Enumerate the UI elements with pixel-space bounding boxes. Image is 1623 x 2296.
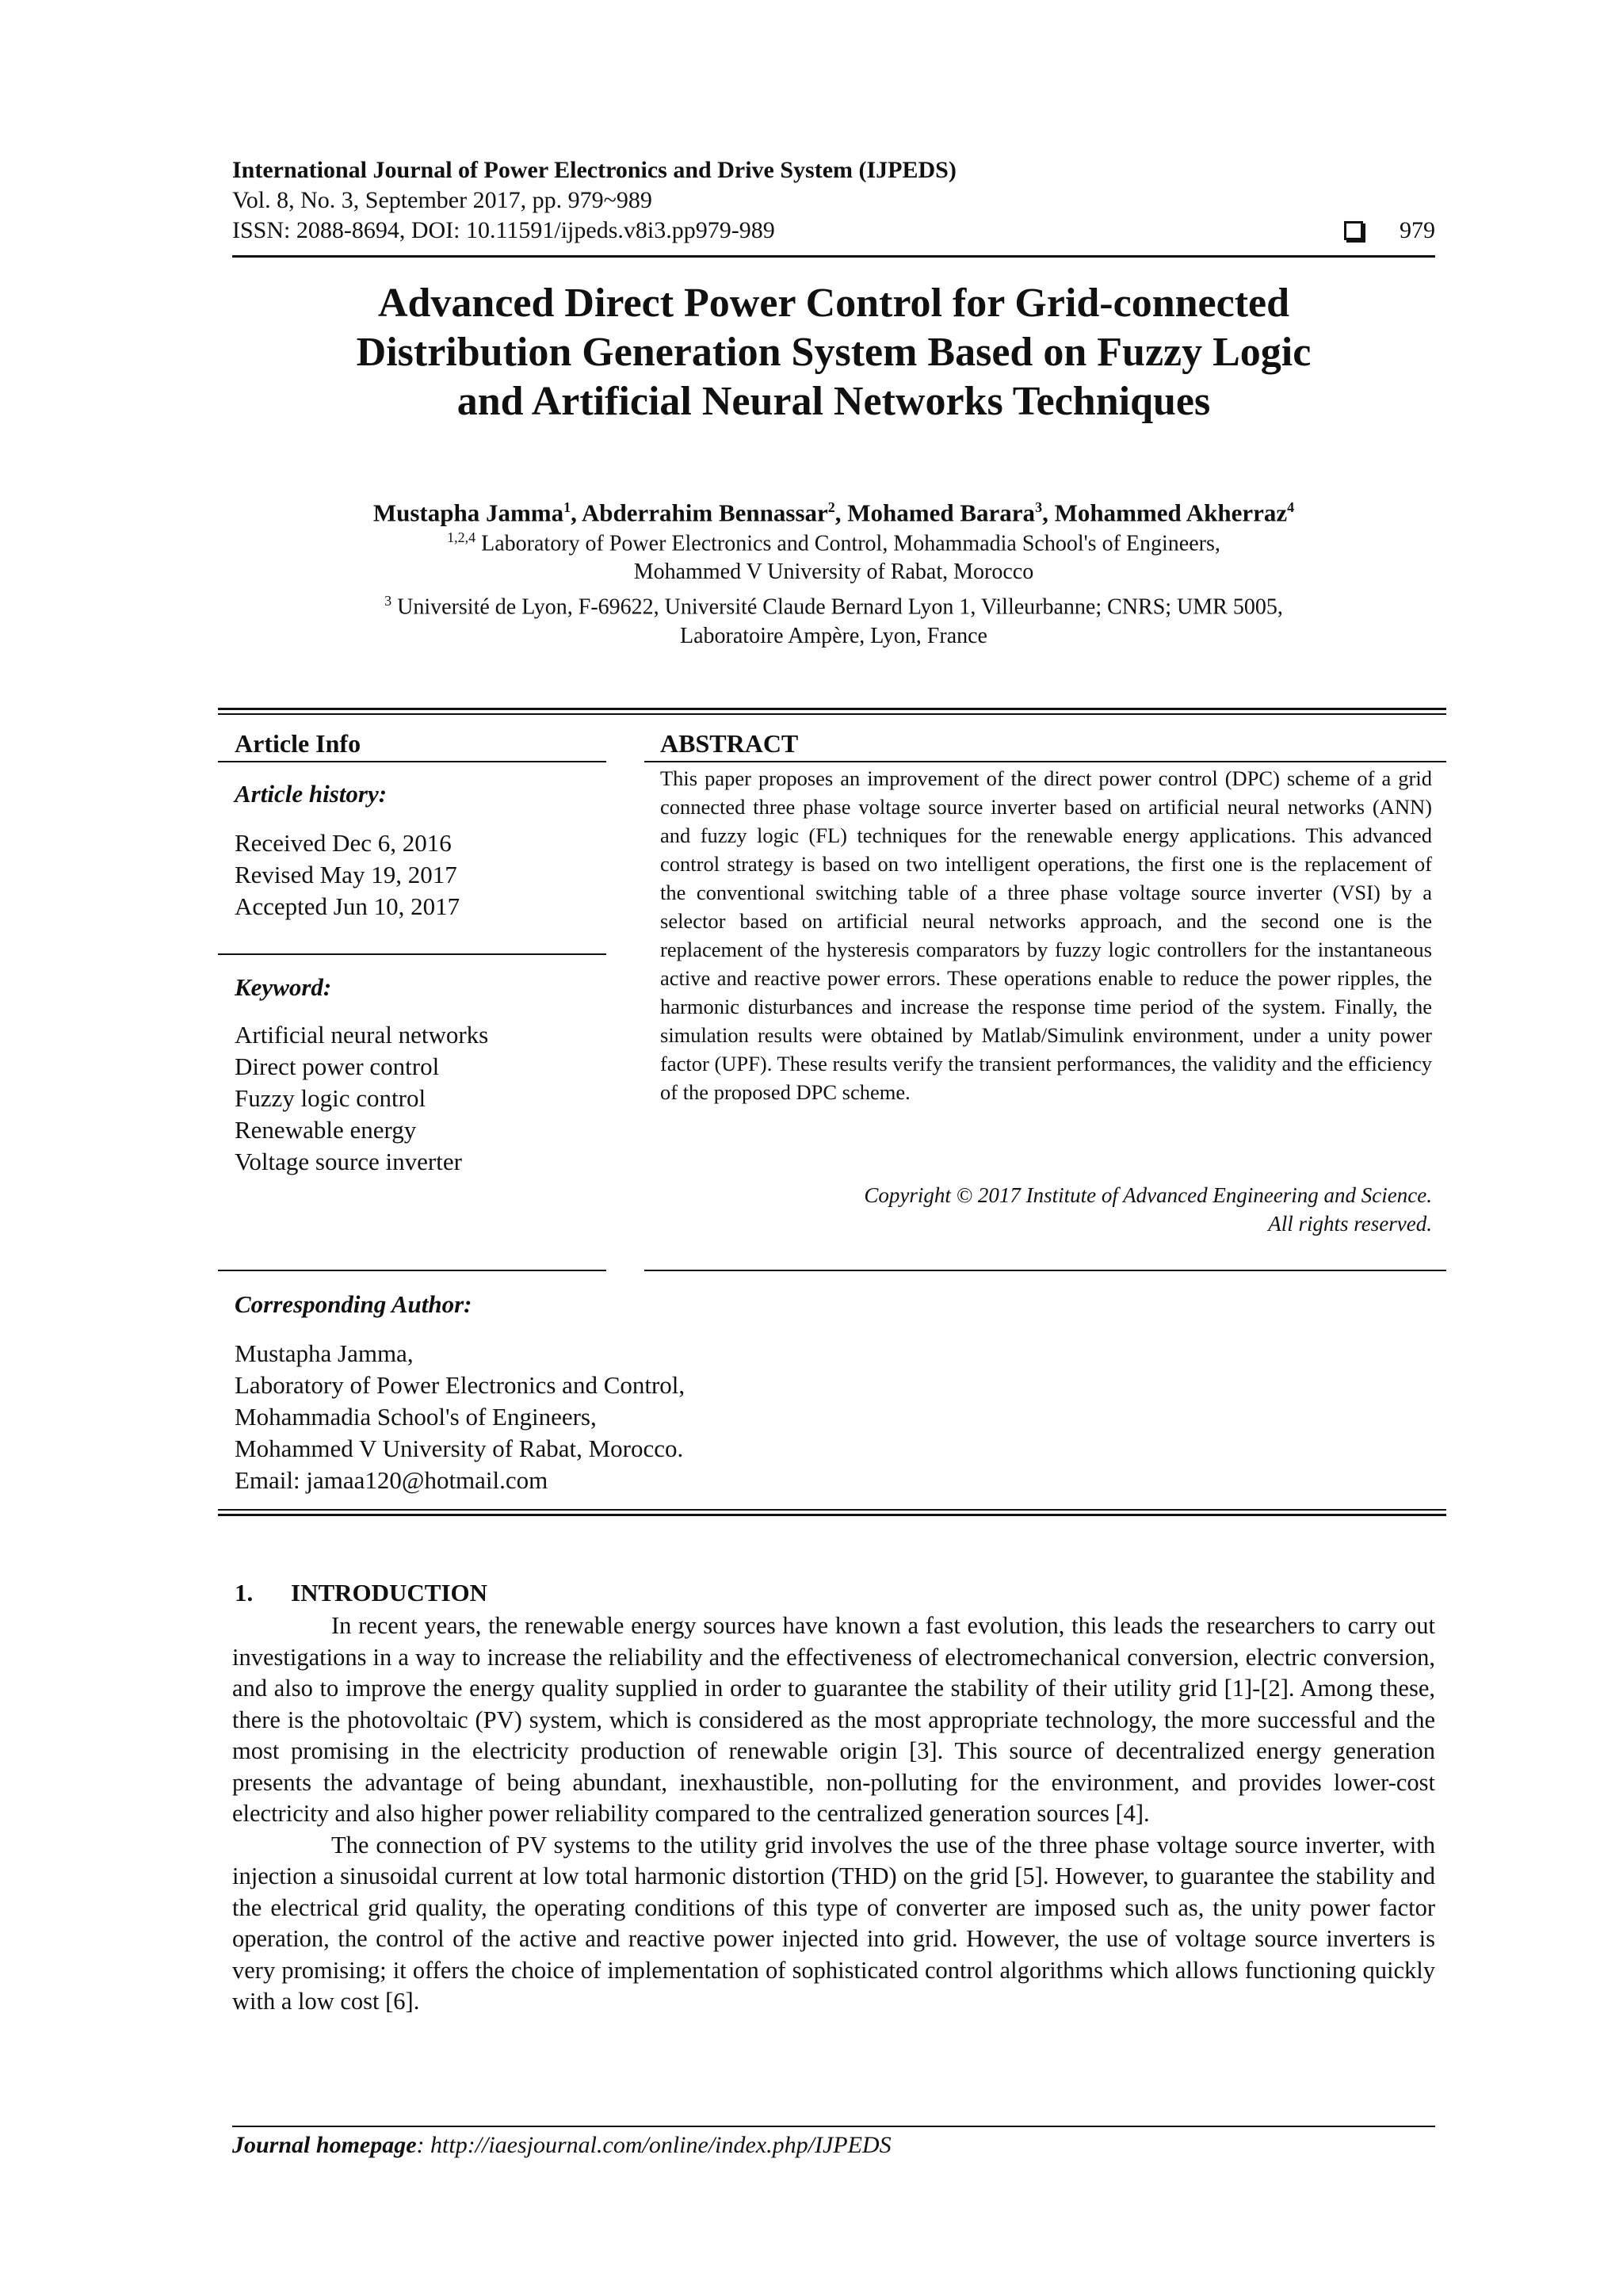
paragraph: In recent years, the renewable energy sources have known a fast evolution, this leads the researchers to carry out investigations in a way to increase the reliability and the effectiveness of electromechanical conversion, electric conversion, and also to improve the energy quality supplied in order to guarantee the stability of their utility grid [1]-[2]. Among these, there is the photovoltaic (PV) system, which is considered as the most appropriate technology, the more successful and the most promising in the electricity production of renewable origin [3]. This source of decentralized energy generation presents the advantage of being abundant, inexhaustible, non-polluting for the environment, and provides lower-cost electricity and also higher power reliability compared to the centralized generation sources [4].	[232, 1612, 1435, 1827]
abstract-rule	[644, 761, 1446, 762]
revised-date: Revised May 19, 2017	[235, 861, 457, 888]
article-history	[235, 827, 460, 923]
title-line: Distribution Generation System Based on Fuzzy Logic	[356, 330, 1312, 375]
keyword-item: Artificial neural networks	[235, 1021, 489, 1049]
abstract-heading: ABSTRACT	[660, 729, 799, 758]
author-list: Mustapha Jamma$^1$, Abderrahim Bennassar$^2$, Mohamed Barara$^3$, Mohammed Akherraz$^4$	[372, 499, 1295, 527]
accepted-date: Accepted Jun 10, 2017	[235, 892, 460, 920]
rights-line: All rights reserved.	[1268, 1212, 1432, 1236]
page-number: 979	[1400, 217, 1435, 243]
affiliation-sup: 1,2,4	[447, 529, 476, 545]
corresponding-line: Mohammed V University of Rabat, Morocco.	[235, 1435, 684, 1462]
abstract-bottom-rule	[644, 1270, 1446, 1271]
author-sup: 4	[1287, 499, 1295, 515]
info-box-bottom-rule	[218, 1509, 1446, 1511]
author-name: Mohammed Akherraz	[1054, 499, 1288, 527]
affiliation-sup: 3	[384, 593, 392, 609]
footer-rule	[232, 2126, 1435, 2127]
info-box-top-rule-2	[218, 713, 1446, 715]
keyword-item: Direct power control	[235, 1052, 440, 1080]
introduction-body	[232, 1610, 1435, 2018]
volume-line: Vol. 8, No. 3, September 2017, pp. 979~989	[232, 187, 652, 213]
keyword-item: Voltage source inverter	[235, 1148, 462, 1175]
info-box-bottom-rule-2	[218, 1514, 1446, 1516]
square-bullet-icon	[1344, 221, 1363, 240]
history-rule	[218, 953, 606, 955]
info-box-top-rule	[218, 708, 1446, 710]
copyright-line: Copyright © 2017 Institute of Advanced Engineering and Science.	[864, 1183, 1432, 1207]
issn-row	[232, 216, 1435, 246]
title-line: and Artificial Neural Networks Techniques	[456, 379, 1211, 424]
info-bottom-rule	[218, 1270, 606, 1271]
affiliations	[232, 523, 1435, 651]
issn-line: ISSN: 2088-8694, DOI: 10.11591/ijpeds.v8i3.pp979-989	[232, 217, 775, 243]
corresponding-line: Mohammadia School's of Engineers,	[235, 1403, 597, 1431]
page-number-group	[1344, 216, 1435, 246]
corresponding-line: Mustapha Jamma,	[235, 1339, 414, 1367]
section-title: INTRODUCTION	[291, 1579, 488, 1606]
keyword-heading: Keyword:	[235, 973, 332, 1001]
abstract-body: This paper proposes an improvement of the direct power control (DPC) scheme of a grid connected three phase voltage source inverter based on artificial neural networks (ANN) and fuzzy logic (FL) techniques for the renewable energy applications. This advanced control strategy is based on two intelligent operations, the first one is the replacement of the conventional switching table of a three phase voltage source inverter (VSI) by a selector based on artificial neural networks approach, and the second one is the replacement of the hysteresis comparators by fuzzy logic controllers for the instantaneous active and reactive power errors. These operations enable to reduce the power ripples, the harmonic disturbances and increase the response time period of the system. Finally, the simulation results were obtained by Matlab/Simulink environment, under a unity power factor (UPF). These results verify the transient performances, the validity and the efficiency of the proposed DPC scheme.	[660, 766, 1432, 1104]
affiliation-1	[232, 523, 1435, 558]
article-history-heading: Article history:	[235, 780, 388, 808]
keyword-list	[235, 1019, 488, 1178]
author-name: Mohamed Barara	[847, 499, 1036, 527]
keyword-item: Fuzzy logic control	[235, 1084, 426, 1112]
copyright-notice	[660, 1181, 1432, 1238]
corresponding-details	[235, 1338, 685, 1496]
author-sup: 2	[827, 499, 835, 515]
header-rule	[232, 255, 1435, 258]
article-info-heading: Article Info	[235, 729, 361, 758]
homepage-url[interactable]: : http://iaesjournal.com/online/index.php/IJPEDS	[416, 2132, 892, 2158]
corresponding-email: Email: jamaa120@hotmail.com	[235, 1466, 548, 1494]
section-number: 1.	[235, 1579, 254, 1606]
journal-name: International Journal of Power Electronics and Drive System (IJPEDS)	[232, 157, 957, 183]
affiliation-text: Université de Lyon, F-69622, Université Claude Bernard Lyon 1, Villeurbanne; CNRS; UMR 5005,	[397, 594, 1283, 620]
paragraph: The connection of PV systems to the utility grid involves the use of the three phase voltage source inverter, with injection a sinusoidal current at low total harmonic distortion (THD) on the grid [5]. However, to guarantee the stability and the electrical grid quality, the operating conditions of this type of converter are imposed such as, the unity power factor operation, the control of the active and reactive power injected into grid. However, the use of voltage source inverters is very promising; it offers the choice of implementation of sophisticated control algorithms which allows functioning quickly with a low cost [6].	[232, 1831, 1435, 2015]
affiliation-2	[232, 586, 1435, 621]
author-sup: 3	[1035, 499, 1043, 515]
author-name: Mustapha Jamma	[372, 499, 564, 527]
affiliation-2-cont: Laboratoire Ampère, Lyon, France	[680, 623, 987, 648]
affiliation-1-cont: Mohammed V University of Rabat, Morocco	[633, 560, 1034, 585]
journal-header	[232, 155, 1445, 246]
article-info-rule	[218, 761, 606, 762]
author-name: Abderrahim Bennassar	[581, 499, 828, 527]
received-date: Received Dec 6, 2016	[235, 829, 452, 857]
paper-title	[232, 279, 1435, 426]
affiliation-text: Laboratory of Power Electronics and Control, Mohammadia School's of Engineers,	[481, 531, 1220, 556]
keyword-item: Renewable energy	[235, 1116, 417, 1144]
homepage-label: Journal homepage	[232, 2132, 417, 2158]
corresponding-heading: Corresponding Author:	[235, 1290, 472, 1318]
introduction-heading	[235, 1579, 487, 1607]
title-line: Advanced Direct Power Control for Grid-connected	[377, 281, 1290, 326]
journal-homepage	[232, 2132, 892, 2159]
corresponding-line: Laboratory of Power Electronics and Control,	[235, 1371, 685, 1399]
author-sup: 1	[563, 499, 571, 515]
